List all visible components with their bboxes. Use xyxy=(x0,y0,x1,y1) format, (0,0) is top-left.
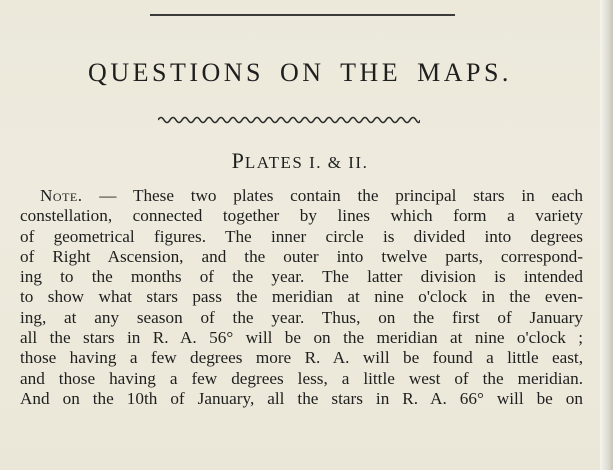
text-line-4: of Right Ascension, and the outer into twelve parts, correspond- xyxy=(20,246,583,266)
text-line-9: those having a few degrees more R. A. will be found a little east, xyxy=(20,348,583,368)
text-line-3: of geometrical figures. The inner circle is divided into degrees xyxy=(20,226,583,246)
text-line-10: and those having a few degrees less, a little west of the meridian. xyxy=(20,368,583,388)
rule-line xyxy=(150,14,455,16)
page-title: QUESTIONS ON THE MAPS. xyxy=(88,58,512,87)
text-line-1-content: — These two plates contain the principal stars in each xyxy=(82,186,583,205)
text-line-8: all the stars in R. A. 56° will be on the meridian at nine o'clock ; xyxy=(20,328,583,348)
page-edge xyxy=(600,0,613,470)
text-line-1 xyxy=(20,186,583,206)
text-line-2: constellation, connected together by lines which form a variety xyxy=(20,206,583,226)
plates-heading-rest: LATES I. & II. xyxy=(244,153,369,172)
plates-heading xyxy=(0,148,600,174)
note-label: Note. xyxy=(40,186,83,205)
wavy-divider xyxy=(158,114,420,126)
text-line-6: to show what stars pass the meridian at nine o'clock in the even- xyxy=(20,287,583,307)
plates-heading-initial: P xyxy=(231,148,245,173)
text-line-5: ing to the months of the year. The latter division is intended xyxy=(20,267,583,287)
text-line-7: ing, at any season of the year. Thus, on the first of January xyxy=(20,307,583,327)
note-paragraph xyxy=(20,186,583,409)
text-line-11: And on the 10th of January, all the stars in R. A. 66° will be on xyxy=(20,388,583,408)
